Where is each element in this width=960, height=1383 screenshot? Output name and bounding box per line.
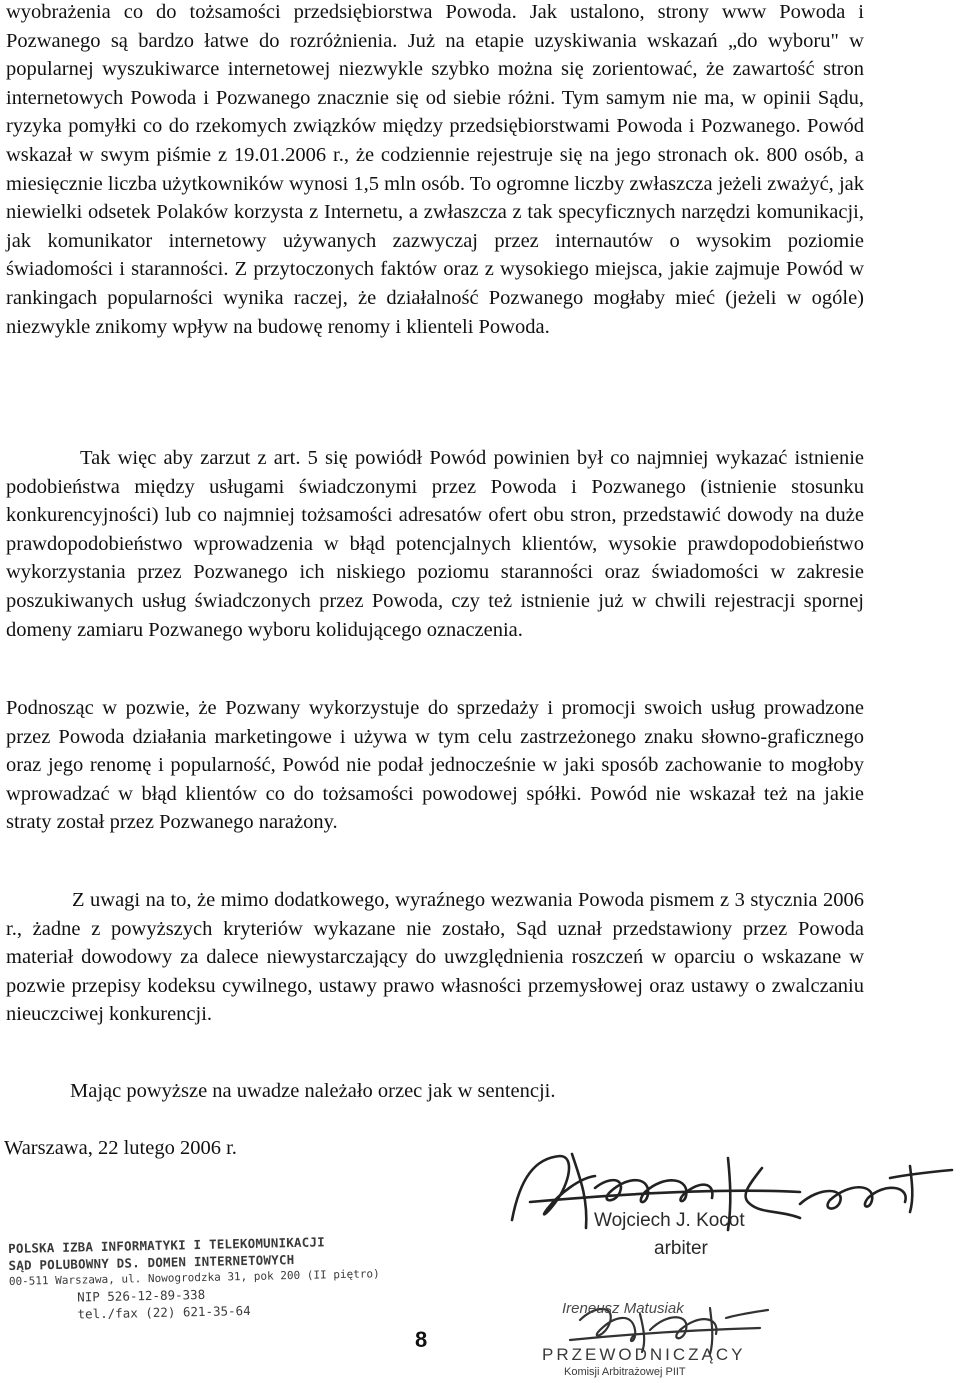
place-and-date: Warszawa, 22 lutego 2006 r. bbox=[4, 1137, 237, 1159]
arbiter-signature bbox=[500, 1148, 960, 1248]
stamp-line-2: SĄD POLUBOWNY DS. DOMEN INTERNETOWYCH bbox=[8, 1252, 295, 1273]
arbiter-name: Wojciech J. Kocot bbox=[594, 1210, 745, 1231]
arbiter-role: arbiter bbox=[654, 1238, 708, 1259]
chair-subtitle: Komisji Arbitrażowej PIIT bbox=[564, 1366, 686, 1378]
chair-title: PRZEWODNICZĄCY bbox=[542, 1345, 746, 1364]
stamp-line-5: tel./fax (22) 621-35-64 bbox=[77, 1302, 251, 1322]
paragraph-2: Tak więc aby zarzut z art. 5 się powiódł Powód powinien był co najmniej wykazać istnienie podobieństwa między usługami świadczonymi przez Powoda i Pozwanego (istnienie stosunku konkurencyjności) lub co najmniej tożsamości adresatów ofert obu stron, przedstawić dowody na duże prawdopodobieństwo wprowadzenia w błąd potencjalnych klientów, wysokie prawdopodobieństwo wykorzystania przez Pozwanego ich niskiego poziomu staranności oraz świadomości w zakresie poszukiwanych usług świadczonych przez Powoda, czy też istnienie już w chwili rejestracji spornej domeny zamiaru Pozwanego wyboru kolidującego oznaczenia. bbox=[6, 447, 864, 641]
chair-name: Ireneusz Matusiak bbox=[562, 1300, 684, 1317]
court-stamp bbox=[8, 1234, 380, 1324]
paragraph-3: Podnosząc w pozwie, że Pozwany wykorzystuje do sprzedaży i promocji swoich usług prowadzone przez Powoda działania marketingowe i używa w tym celu zastrzeżonego znaku słowno-graficznego oraz jego renomę i popularność, Powód nie podał jednocześnie w jaki sposób zachowanie to mogłoby wprowadzać w błąd klientów co do tożsamości powodowej spółki. Powód nie wskazał też na jakie straty został przez Pozwanego narażony. bbox=[6, 697, 864, 834]
paragraph-4: Z uwagi na to, że mimo dodatkowego, wyraźnego wezwania Powoda pismem z 3 stycznia 2006 r., żadne z powyższych kryteriów wykazane nie zostało, Sąd uznał przedstawiony przez Powoda materiał dowodowy za dalece niewystarczający do uwzględnienia roszczeń w oparciu o wskazane w pozwie przepisy kodeksu cywilnego, ustawy prawo własności przemysłowej oraz ustawy o zwalczaniu nieuczciwej konkurencji. bbox=[6, 889, 864, 1026]
paragraph-1: wyobrażenia co do tożsamości przedsiębiorstwa Powoda. Jak ustalono, strony www Powoda i Pozwanego są bardzo łatwe do rozróżnienia. Już na etapie uzyskiwania wskazań „do wyboru" w popularnej wyszukiwarce internetowej niezwykle szybko można się zorientować, że zawartość stron internetowych Powoda i Pozwanego znacznie się od siebie różni. Tym samym nie ma, w opinii Sądu, ryzyka pomyłki co do rzekomych związków między przedsiębiorstwami Powoda i Pozwanego. Powód wskazał w swym piśmie z 19.01.2006 r., że codziennie rejestruje się na jego stronach ok. 800 osób, a miesięcznie liczba użytkowników wynosi 1,5 mln osób. To ogromne liczby zwłaszcza jeżeli zważyć, jak niewielki odsetek Polaków korzysta z Internetu, a zwłaszcza z tak specyficznych narzędzi komunikacji, jak komunikator internetowy używanych zazwyczaj przez internautów o wysokim poziomie świadomości i staranności. Z przytoczonych faktów oraz z wysokiego miejsca, jakie zajmuje Powód w rankingach popularności wynika raczej, że działalność Pozwanego mogłaby mieć (jeżeli w ogóle) niezwykle znikomy wpływ na budowę renomy i klienteli Powoda. bbox=[6, 1, 864, 338]
page-number: 8 bbox=[415, 1327, 428, 1352]
stamp-line-1: POLSKA IZBA INFORMATYKI I TELEKOMUNIKACJI bbox=[8, 1234, 326, 1256]
stamp-line-3: 00-511 Warszawa, ul. Nowogrodzka 31, pok 200 (II piętro) bbox=[8, 1267, 380, 1288]
closing-sentence: Mając powyższe na uwadze należało orzec jak w sentencji. bbox=[70, 1080, 556, 1102]
stamp-line-4: NIP 526-12-89-338 bbox=[77, 1286, 206, 1305]
